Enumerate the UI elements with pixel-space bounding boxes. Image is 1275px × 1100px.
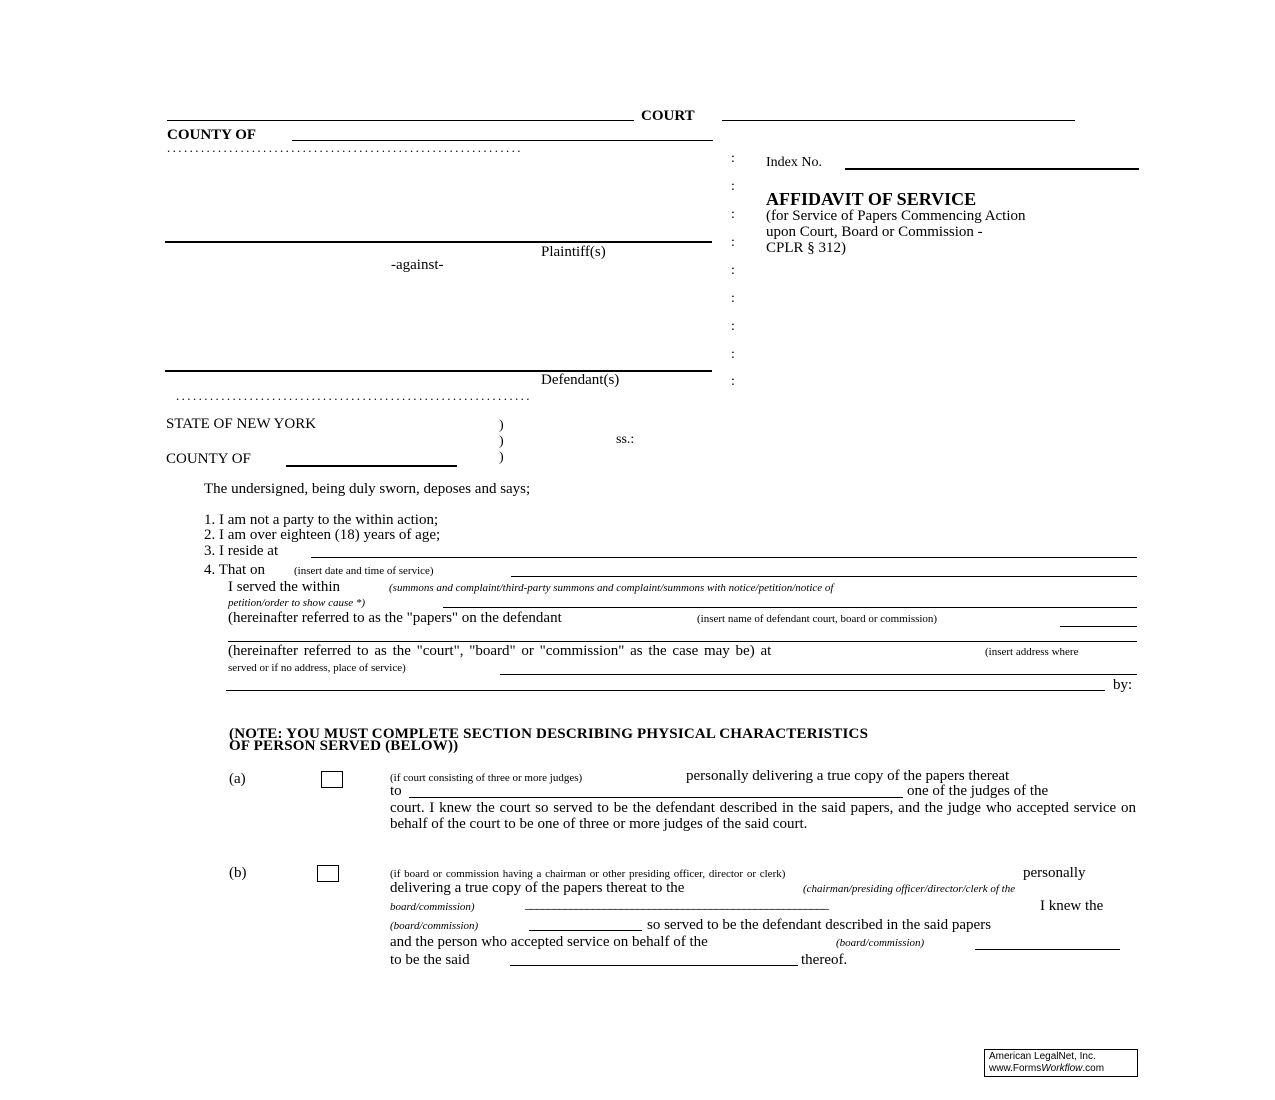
venue-ss: ss.:	[616, 432, 635, 447]
caption-dots-bottom: ...............................................................	[176, 388, 532, 402]
option-b-entity-field-2[interactable]	[975, 949, 1120, 950]
index-number-field[interactable]	[845, 168, 1139, 170]
caption-dots-top: ...............................................................	[167, 140, 523, 154]
option-a-text: one of the judges of the	[907, 783, 1049, 799]
caption-colon: :	[731, 291, 735, 306]
service-address-field[interactable]	[500, 674, 1137, 675]
plaintiff-name-field[interactable]	[165, 241, 712, 243]
caption-colon: :	[731, 319, 735, 334]
option-b-text: thereof.	[801, 952, 848, 968]
venue-paren: )	[499, 434, 504, 449]
note-line: (NOTE: YOU MUST COMPLETE SECTION DESCRIBING PHYSICAL CHARACTERISTICS	[229, 726, 869, 742]
item-4-hint: (insert date and time of service)	[294, 565, 434, 577]
item-4-label: 4. That on	[204, 562, 265, 578]
court-location-field[interactable]	[722, 120, 1075, 121]
served-text: I served the within	[228, 579, 341, 595]
caption-colon: :	[731, 207, 735, 222]
service-date-field[interactable]	[511, 576, 1137, 577]
papers-served-field[interactable]	[443, 607, 1137, 608]
option-a-to: to	[390, 783, 402, 799]
hereinafter-text: (hereinafter referred to as the "court", "board" or "commission" as the case may be) at	[228, 643, 772, 659]
defendant-entity-field[interactable]	[1060, 626, 1137, 627]
option-a-hint: (if court consisting of three or more judges)	[390, 772, 583, 784]
document-subtitle: upon Court, Board or Commission -	[766, 224, 983, 240]
publisher-url: www.FormsWorkflow.com	[989, 1063, 1105, 1074]
option-b-text: so served to be the defendant described in the said papers	[647, 917, 992, 933]
index-number-label: Index No.	[766, 155, 822, 170]
option-b-text: personally	[1023, 865, 1086, 881]
option-b-text: and the person who accepted service on behalf of the	[390, 934, 708, 950]
option-a-text: personally delivering a true copy of the papers thereat	[686, 768, 1010, 784]
item-3: 3. I reside at	[204, 543, 279, 559]
service-address-field-2[interactable]	[226, 690, 1105, 691]
option-b-hint: (if board or commission having a chairman or other presiding officer, director or clerk)	[390, 868, 786, 880]
venue-state: STATE OF NEW YORK	[166, 416, 317, 432]
publisher-logo	[984, 1049, 1138, 1077]
option-a-label: (a)	[229, 771, 246, 787]
option-b-entity-field[interactable]	[529, 930, 642, 931]
by-label: by:	[1113, 677, 1133, 693]
option-b-text: I knew the	[1040, 898, 1104, 914]
court-name-field[interactable]	[167, 120, 634, 121]
document-subtitle: CPLR § 312)	[766, 240, 847, 256]
item-1: 1. I am not a party to the within action;	[204, 512, 439, 528]
plaintiff-label: Plaintiff(s)	[541, 244, 606, 260]
option-b-hint: (chairman/presiding officer/director/clerk of the	[803, 883, 1016, 895]
address-hint: served or if no address, place of service)	[228, 662, 406, 674]
option-b-text: delivering a true copy of the papers thereat to the	[390, 880, 685, 896]
against-label: -against-	[391, 257, 444, 273]
note-line: OF PERSON SERVED (BELOW))	[229, 738, 459, 754]
document-subtitle: (for Service of Papers Commencing Action	[766, 208, 1026, 224]
option-b-checkbox[interactable]	[317, 865, 339, 882]
item-2: 2. I am over eighteen (18) years of age;	[204, 527, 441, 543]
address-hint: (insert address where	[985, 646, 1079, 658]
option-b-hint: (board/commission)	[390, 920, 479, 932]
caption-colon: :	[731, 347, 735, 362]
publisher-name: American LegalNet, Inc.	[989, 1051, 1096, 1062]
venue-paren: )	[499, 418, 504, 433]
residence-field[interactable]	[311, 557, 1137, 558]
intro-text: The undersigned, being duly sworn, deposes and says;	[204, 481, 531, 497]
option-a-checkbox[interactable]	[321, 771, 343, 788]
served-hint: petition/order to show cause *)	[228, 597, 366, 609]
caption-colon: :	[731, 179, 735, 194]
venue-county-label: COUNTY OF	[166, 451, 251, 467]
defendant-entity-field-2[interactable]	[228, 641, 1137, 642]
option-b-hint: (board/commission)	[836, 937, 925, 949]
served-hint: (summons and complaint/third-party summons and complaint/summons with notice/petition/notice of	[389, 582, 834, 594]
option-a-court-field[interactable]	[409, 797, 903, 798]
papers-text: (hereinafter referred to as the "papers" on the defendant	[228, 610, 562, 626]
caption-county-label: COUNTY OF	[167, 127, 257, 143]
option-b-label: (b)	[229, 865, 247, 881]
caption-colon: :	[731, 263, 735, 278]
option-b-name-field[interactable]: ______________________________________________________	[525, 897, 828, 912]
venue-county-field[interactable]	[286, 465, 457, 467]
papers-hint: (insert name of defendant court, board or commission)	[697, 613, 938, 625]
document-title: AFFIDAVIT OF SERVICE	[766, 189, 977, 209]
caption-colon: :	[731, 235, 735, 250]
defendant-name-field[interactable]	[165, 370, 712, 372]
option-a-text: court. I knew the court so served to be the defendant described in the said papers, and the judge who accepted service on behalf of the court to be one of three or more judges of the said court.	[390, 800, 1136, 832]
caption-colon: :	[731, 151, 735, 166]
caption-colon: :	[731, 374, 735, 389]
option-b-title-field[interactable]	[510, 965, 798, 966]
defendant-label: Defendant(s)	[541, 372, 620, 388]
option-b-text: to be the said	[390, 952, 470, 968]
option-b-hint: board/commission)	[390, 901, 475, 913]
venue-paren: )	[499, 450, 504, 465]
court-label: COURT	[641, 108, 695, 124]
